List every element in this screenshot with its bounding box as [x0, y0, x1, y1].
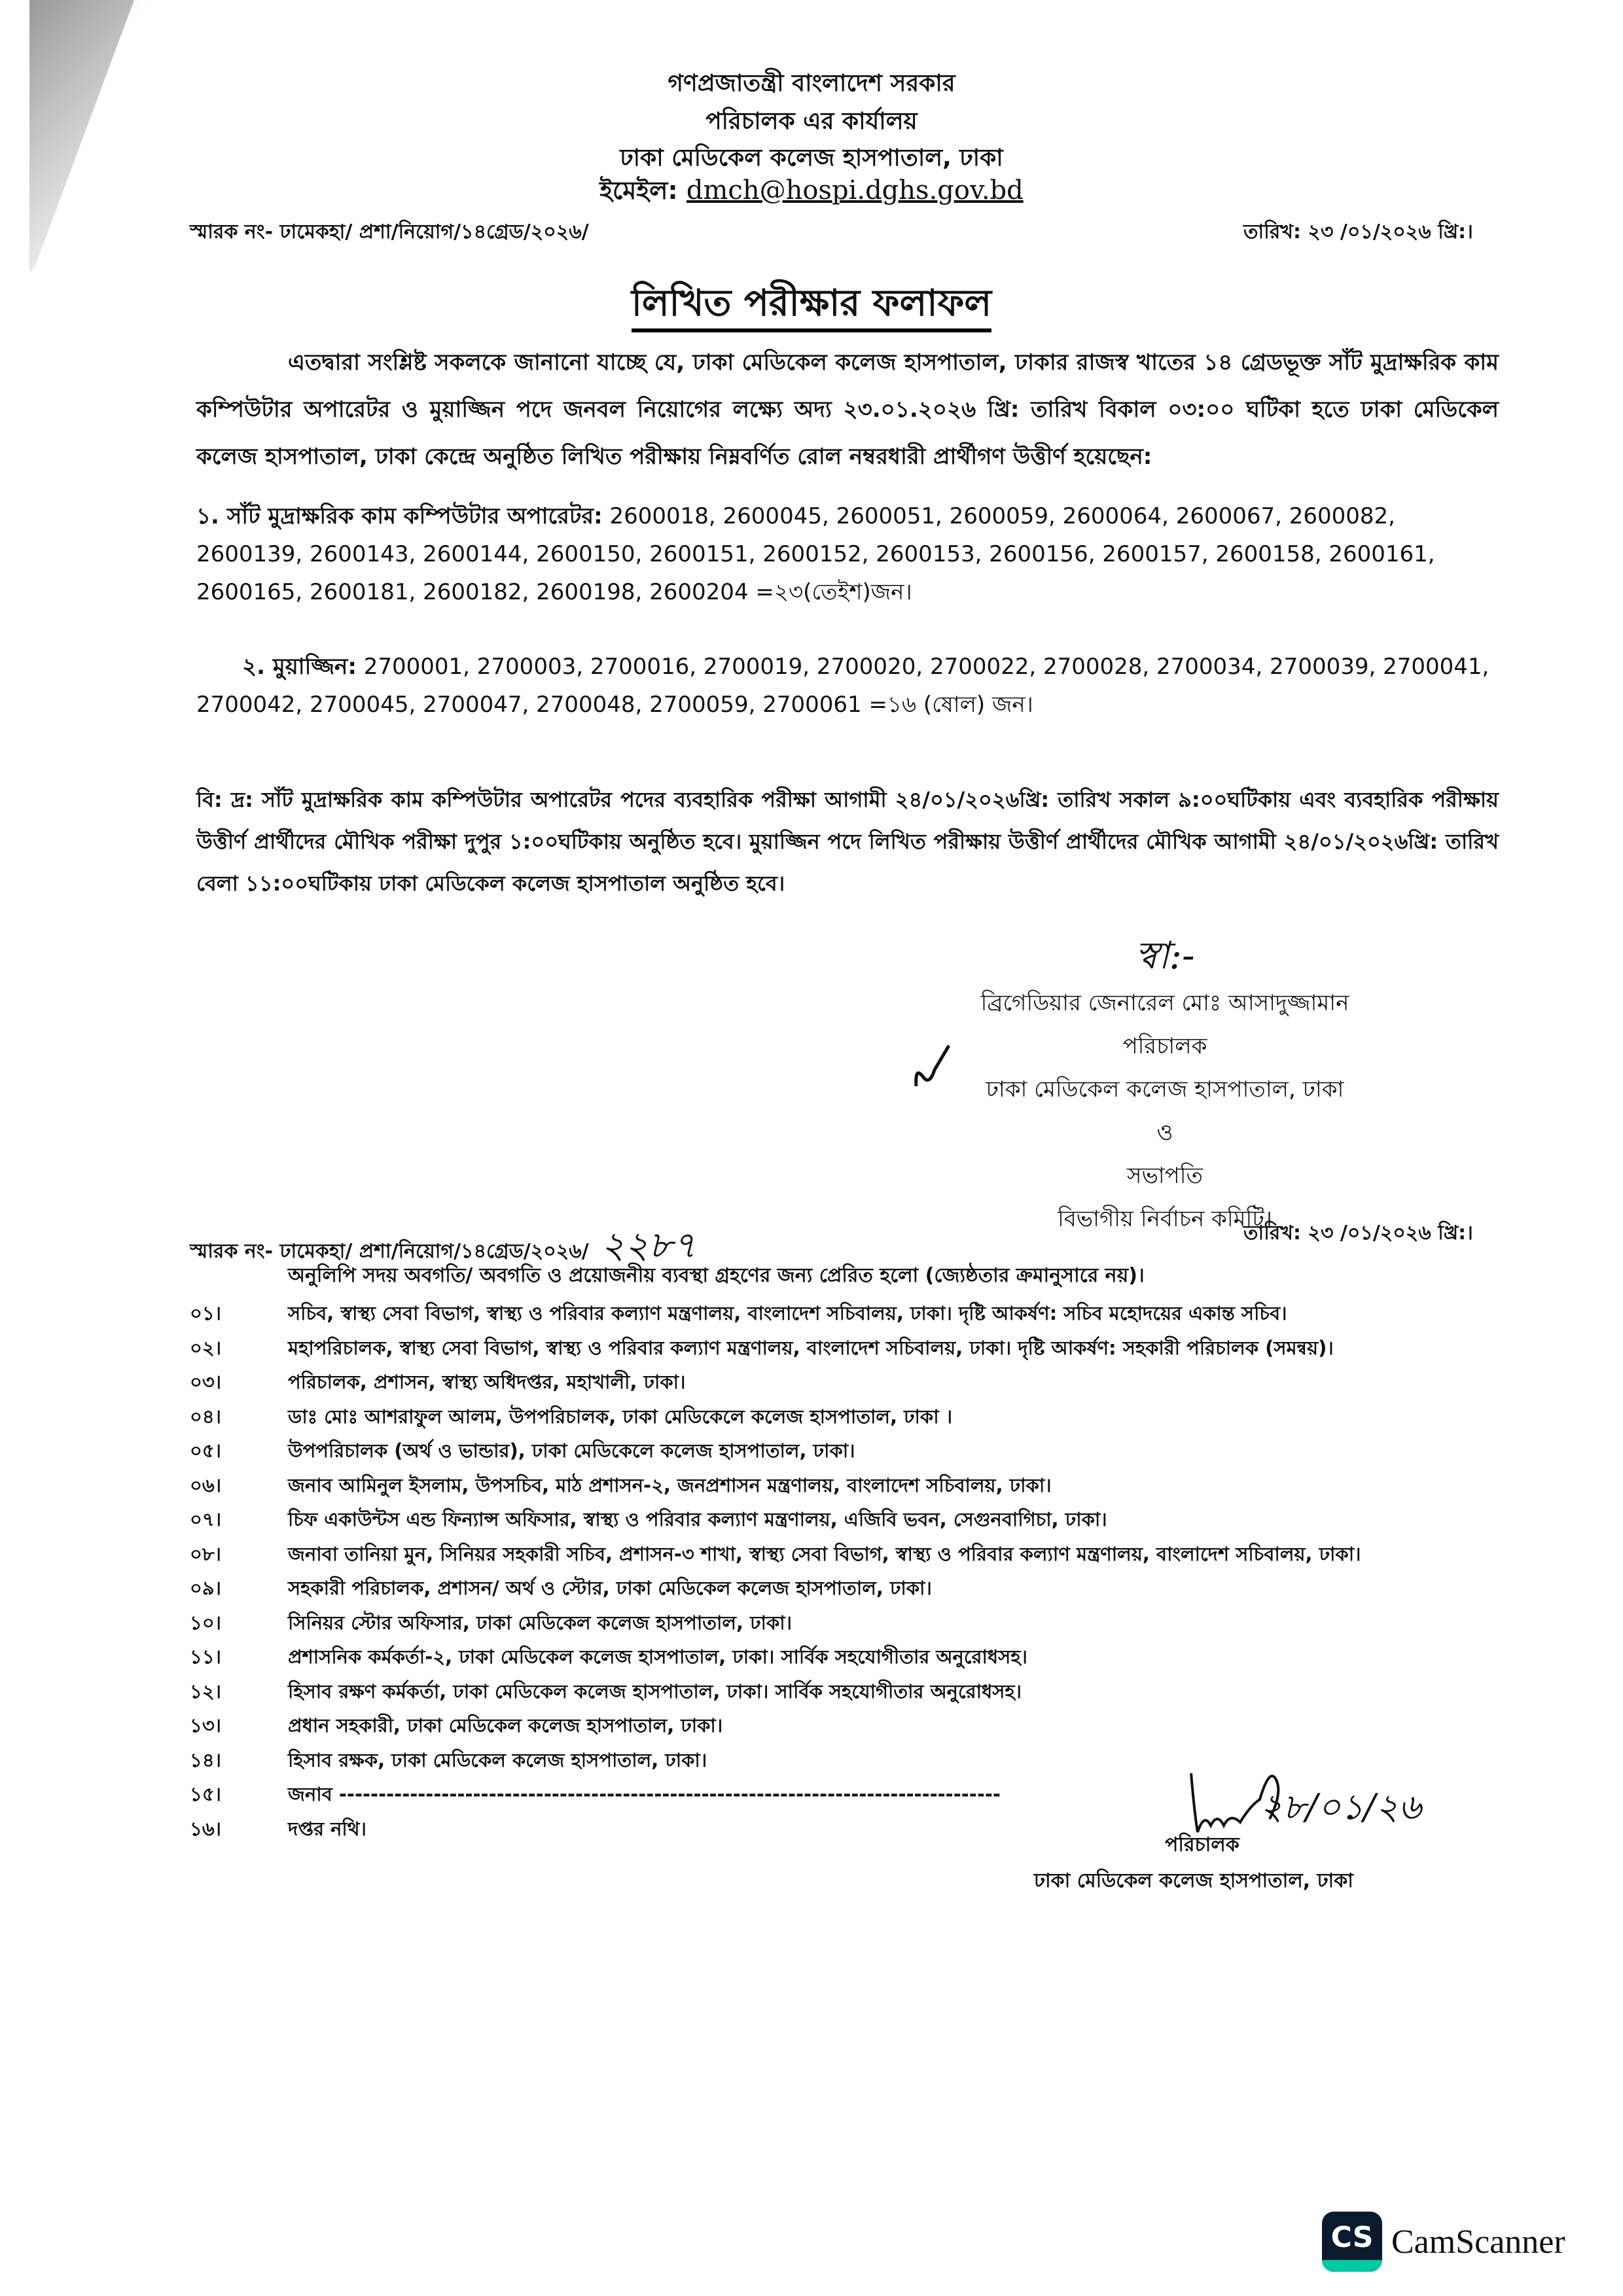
cc-list-item — [190, 1505, 1499, 1537]
camscanner-badge-bar — [1322, 2260, 1382, 2272]
cc-item-text: হিসাব রক্ষক, ঢাকা মেডিকেল কলেজ হাসপাতাল, ঢাকা। — [288, 1748, 707, 1771]
camscanner-badge-text: CS — [1330, 2221, 1374, 2254]
cc-item-number: ১৪। — [190, 1748, 222, 1771]
cc-item-number: ০৬। — [190, 1474, 222, 1496]
intro-paragraph: এতদ্বারা সংশ্লিষ্ট সকলকে জানানো যাচ্ছে যে, ঢাকা মেডিকেল কলেজ হাসপাতাল, ঢাকার রাজস্ব খাতের ১৪ গ্রেডভূক্ত সাঁট মুদ্রাক্ষরিক কাম কম্পিউটার অপারেটর ও মুয়াজ্জিন পদে জনবল নিয়োগের লক্ষ্যে অদ্য ২৩.০১.২০২৬ খ্রি: তারিখ বিকাল ০৩:০০ ঘটিকা হতে ঢাকা মেডিকেল কলেজ হাসপাতাল, ঢাকা কেন্দ্রে অনুষ্ঠিত লিখিত পরীক্ষায় নিম্নবর্ণিত রোল নম্বরধারী প্রার্থীগণ উত্তীর্ণ হয়েছেন: — [196, 349, 1499, 470]
signatory-block — [903, 929, 1427, 1241]
email-line — [0, 171, 1623, 213]
result-operator-rolls: 2600018, 2600045, 2600051, 2600059, 2600064, 2600067, 2600082, 2600139, 2600143, 2600144, 2600150, 2600151, 2600152, 2600153, 2600156, 2600157, 2600158, 2600161, 2600165, 2600181, 2600182, 2600198, 2600204 — [196, 503, 1435, 605]
govt-name: গণপ্রজাতন্ত্রী বাংলাদেশ সরকার — [668, 70, 955, 97]
cc-list-item — [190, 1608, 1499, 1640]
cc-item-number: ১১। — [190, 1646, 222, 1668]
cc-list-item — [190, 1471, 1499, 1503]
cc-item-number: ০১। — [190, 1302, 222, 1324]
cc-item-number: ০৪। — [190, 1405, 222, 1428]
cc-list-item — [190, 1711, 1499, 1743]
result-muezzin-rolls: 2700001, 2700003, 2700016, 2700019, 2700020, 2700022, 2700028, 2700034, 2700039, 2700041, 2700042, 2700045, 2700047, 2700048, 2700059, 2700061 — [196, 654, 1489, 718]
page-title — [0, 275, 1623, 336]
cc-item-number: ১৫। — [190, 1783, 222, 1805]
cc-item-text: দপ্তর নথি। — [288, 1817, 366, 1840]
signature2-designation: পরিচালক — [1165, 1833, 1240, 1856]
cc-item-text: জনাব ------------------------------------------------------------------------------------ — [288, 1783, 1001, 1805]
cc-list-item — [190, 1642, 1499, 1674]
email-label: ইমেইল: — [599, 176, 678, 205]
office-name: পরিচালক এর কার্যালয় — [705, 108, 918, 135]
signatory-name: ব্রিগেডিয়ার জেনারেল মোঃ আসাদুজ্জামান — [980, 990, 1349, 1016]
memo-date: তারিখ: ২৩ /০১/২০২৬ খ্রি:। — [1243, 221, 1473, 243]
page-title-text: লিখিত পরীক্ষার ফলাফল — [632, 282, 991, 332]
cc-list-item — [190, 1436, 1499, 1468]
handwritten-date: ২৮/০১/২৬ — [1260, 1786, 1421, 1828]
cc-item-number: ০৮। — [190, 1542, 222, 1565]
result-operator-label: ১. সাঁট মুদ্রাক্ষরিক কাম কম্পিউটার অপারেটর: — [196, 503, 603, 529]
camscanner-logo-icon — [1322, 2212, 1382, 2272]
email-link[interactable]: dmch@hospi.dghs.gov.bd — [686, 175, 1024, 205]
memo-ref: স্মারক নং- ঢামেকহা/ প্রশা/নিয়োগ/১৪গ্রেড/২০২৬/ — [190, 221, 589, 243]
cc-item-number: ০৭। — [190, 1508, 222, 1530]
cc-item-number: ১৩। — [190, 1714, 222, 1737]
cc-list-item — [190, 1333, 1499, 1366]
cc-item-text: সিনিয়র স্টোর অফিসার, ঢাকা মেডিকেল কলেজ হাসপাতাল, ঢাকা। — [288, 1611, 793, 1634]
cc-list-item — [190, 1574, 1499, 1606]
result-muezzin-total: =১৬ (ষোল) জন। — [868, 692, 1033, 718]
cc-list-item — [190, 1540, 1499, 1572]
memo2-date: তারিখ: ২৩ /০১/২০২৬ খ্রি:। — [1243, 1222, 1473, 1245]
cc-item-text: জনাবা তানিয়া মুন, সিনিয়র সহকারী সচিব, প্রশাসন-৩ শাখা, স্বাস্থ্য সেবা বিভাগ, স্বাস্থ্য ও পরিবার কল্যাণ মন্ত্রণালয়, বাংলাদেশ সচিবালয়, ঢাকা। — [288, 1542, 1361, 1565]
cc-item-text: প্রধান সহকারী, ঢাকা মেডিকেল কলেজ হাসপাতাল, ঢাকা। — [288, 1714, 723, 1737]
result-operator-total: =২৩(তেইশ)জন। — [755, 579, 912, 605]
cc-item-number: ০৯। — [190, 1577, 222, 1599]
cc-item-text: সচিব, স্বাস্থ্য সেবা বিভাগ, স্বাস্থ্য ও পরিবার কল্যাণ মন্ত্রণালয়, বাংলাদেশ সচিবালয়, ঢাকা। দৃষ্টি আকর্ষণ: সচিব মহোদয়ের একান্ত সচিব। — [288, 1302, 1287, 1324]
memo2-ref-text: স্মারক নং- ঢামেকহা/ প্রশা/নিয়োগ/১৪গ্রেড/২০২৬/ — [190, 1240, 589, 1263]
camscanner-watermark — [1322, 2212, 1565, 2272]
signature2-office: ঢাকা মেডিকেল কলেজ হাসপাতাল, ঢাকা — [1034, 1869, 1353, 1892]
cc-item-number: ০৩। — [190, 1371, 222, 1393]
cc-item-text: চিফ একাউন্টস এন্ড ফিন্যান্স অফিসার, স্বাস্থ্য ও পরিবার কল্যাণ মন্ত্রণালয়, এজিবি ভবন, সেগুনবাগিচা, ঢাকা। — [288, 1508, 1107, 1530]
note-paragraph: বি: দ্র: সাঁট মুদ্রাক্ষরিক কাম কম্পিউটার অপারেটর পদের ব্যবহারিক পরীক্ষা আগামী ২৪/০১/২০২৬খ্রি: তারিখ সকাল ৯:০০ঘটিকায় এবং ব্যবহারিক পরীক্ষায় উত্তীর্ণ প্রার্থীদের মৌখিক পরীক্ষা দুপুর ১:০০ঘটিকায় অনুষ্ঠিত হবে। মুয়াজ্জিন পদে লিখিত পরীক্ষায় উত্তীর্ণ প্রার্থীদের মৌখিক আগামী ২৪/০১/২০২৬খ্রি: তারিখ বেলা ১১:০০ঘটিকায় ঢাকা মেডিকেল কলেজ হাসপাতাল অনুষ্ঠিত হবে। — [196, 787, 1499, 896]
initial-mark-icon — [910, 1040, 955, 1093]
result-muezzin-label: ২. মুয়াজ্জিন: — [242, 654, 357, 680]
cc-item-text: হিসাব রক্ষণ কর্মকর্তা, ঢাকা মেডিকেল কলেজ হাসপাতাল, ঢাকা। সার্বিক সহযোগীতার অনুরোধসহ। — [288, 1680, 1022, 1703]
cc-list-item — [190, 1677, 1499, 1709]
cc-list-item — [190, 1299, 1499, 1331]
hospital-name: ঢাকা মেডিকেল কলেজ হাসপাতাল, ঢাকা — [620, 145, 1003, 171]
memo2-handwritten-number: ২২৮৭ — [601, 1224, 696, 1267]
cc-item-number: ১৬। — [190, 1817, 222, 1840]
cc-item-text: উপপরিচালক (অর্থ ও ভান্ডার), ঢাকা মেডিকেলে কলেজ হাসপাতাল, ঢাকা। — [288, 1439, 855, 1462]
cc-list-item — [190, 1402, 1499, 1434]
cc-item-number: ০৫। — [190, 1439, 222, 1462]
cc-item-number: ১২। — [190, 1680, 222, 1703]
cc-item-text: মহাপরিচালক, স্বাস্থ্য সেবা বিভাগ, স্বাস্থ্য ও পরিবার কল্যাণ মন্ত্রণালয়, বাংলাদেশ সচিবালয়, ঢাকা। দৃষ্টি আকর্ষণ: সহকারী পরিচালক (সমন্বয়)। — [288, 1336, 1334, 1359]
cc-item-text: জনাব আমিনুল ইসলাম, উপসচিব, মাঠ প্রশাসন-২, জনপ্রশাসন মন্ত্রণালয়, বাংলাদেশ সচিবালয়, ঢাকা। — [288, 1474, 1052, 1496]
camscanner-name: CamScanner — [1391, 2223, 1565, 2261]
signatory-and: ও — [1156, 1120, 1173, 1146]
signature-mark: স্বা:- — [1135, 933, 1195, 978]
cc-item-number: ১০। — [190, 1611, 222, 1634]
result-operator — [196, 497, 1499, 611]
cc-intro: অনুলিপি সদয় অবগতি/ অবগতি ও প্রয়োজনীয় ব্যবস্থা গ্রহণের জন্য প্রেরিত হলো (জ্যেষ্ঠতার ক্রমানুসারে নয়)। — [288, 1264, 1145, 1287]
signatory-office: ঢাকা মেডিকেল কলেজ হাসপাতাল, ঢাকা — [986, 1076, 1344, 1103]
signatory-designation: পরিচালক — [1122, 1033, 1207, 1059]
cc-item-text: সহকারী পরিচালক, প্রশাসন/ অর্থ ও স্টোর, ঢাকা মেডিকেল কলেজ হাসপাতাল, ঢাকা। — [288, 1577, 932, 1599]
cc-item-text: পরিচালক, প্রশাসন, স্বাস্থ্য অধিদপ্তর, মহাখালী, ঢাকা। — [288, 1371, 686, 1393]
signatory-role: সভাপতি — [1127, 1163, 1203, 1189]
result-muezzin — [196, 648, 1499, 724]
signatory-committee: বিভাগীয় নির্বাচন কমিটি। — [1058, 1206, 1272, 1232]
cc-item-text: প্রশাসনিক কর্মকর্তা-২, ঢাকা মেডিকেল কলেজ হাসপাতাল, ঢাকা। সার্বিক সহযোগীতার অনুরোধসহ। — [288, 1646, 1027, 1668]
cc-list-item — [190, 1368, 1499, 1400]
cc-item-number: ০২। — [190, 1336, 222, 1359]
cc-item-text: ডাঃ মোঃ আশরাফুল আলম, উপপরিচালক, ঢাকা মেডিকেলে কলেজ হাসপাতাল, ঢাকা । — [288, 1405, 953, 1428]
